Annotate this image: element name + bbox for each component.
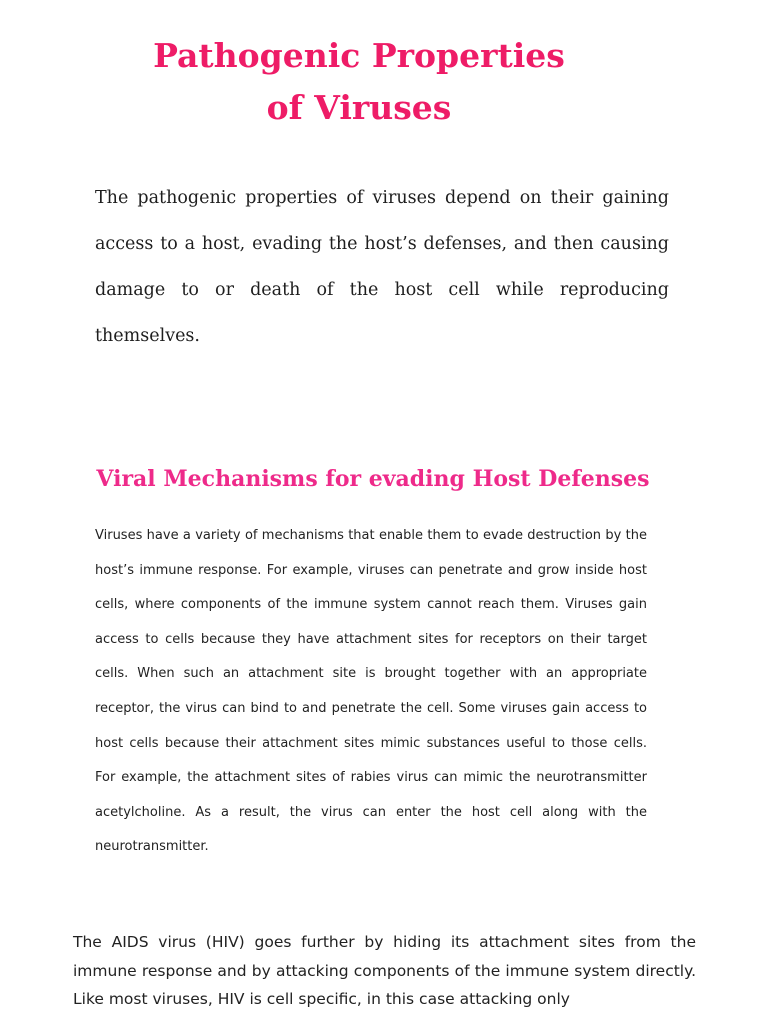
title-line-2: of Viruses [266, 88, 452, 127]
page-title [0, 30, 718, 134]
aids-paragraph: The AIDS virus (HIV) goes further by hiding its attachment sites from the immune response and by attacking components of the immune system directly. Like most viruses, HIV is cell specific, in this case attacking only [73, 933, 696, 1009]
intro-paragraph: The pathogenic properties of viruses depend on their gaining access to a host, evading the host’s defenses, and then causing damage to or death of the host cell while reproducing themselves. [95, 188, 669, 346]
section-paragraph: Viruses have a variety of mechanisms that enable them to evade destruction by the host’s immune response. For example, viruses can penetrate and grow inside host cells, where components of the immune system cannot reach them. Viruses gain access to cells because they have attachment sites for receptors on their target cells. When such an attachment site is brought together with an appropriate receptor, the virus can bind to and penetrate the cell. Some viruses gain access to host cells because their attachment sites mimic substances useful to those cells. For example, the attachment sites of rabies virus can mimic the neurotransmitter acetylcholine. As a result, the virus can enter the host cell along with the neurotransmitter. [95, 528, 647, 855]
section-heading: Viral Mechanisms for evading Host Defenses [96, 466, 650, 492]
title-line-1: Pathogenic Properties [153, 36, 565, 75]
